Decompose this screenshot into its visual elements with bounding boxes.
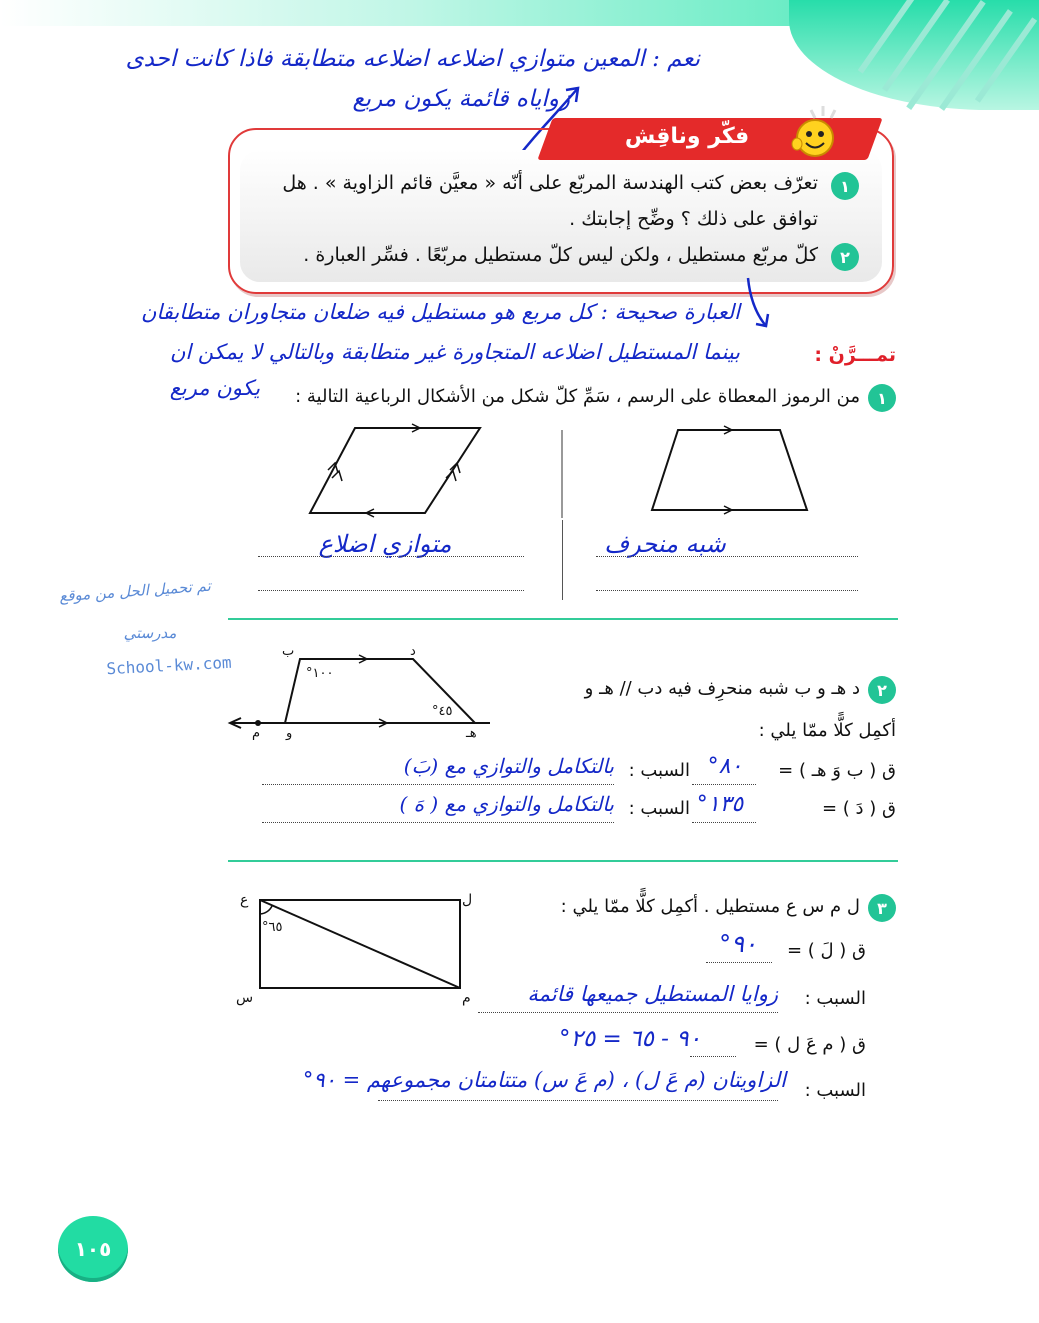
handwritten-answer-line1: نعم : المعين متوازي اضلاعه اضلاعه متطابقة فاذا كانت احدى: [125, 46, 700, 72]
think-item-2-text: كلّ مربّع مستطيل ، ولكن ليس كلّ مستطيل مربّعًا . فسِّر العبارة .: [303, 244, 818, 266]
handwritten-reason-line2: بينما المستطيل اضلاعه المتجاورة غير متطابقة وبالتالي لا يمكن ان: [169, 340, 740, 364]
column-divider: [562, 520, 563, 600]
q2-row2-reason: بالتكامل والتوازي مع ( هَ ): [399, 792, 614, 816]
answer-line: [478, 1012, 778, 1013]
q3-row2-reason: الزاويتان (م عَ ل) ، (م عَ س) متتامتان مجموعهم = ٩٠°: [302, 1068, 786, 1092]
side-note-line1: تم تحميل الحل من موقع: [58, 576, 212, 606]
answer-line: [692, 822, 756, 823]
fig2-label-h: هـ: [466, 726, 477, 741]
q3-row1-value: ٩٠°: [719, 930, 757, 958]
exercise-2-trapezoid-figure: [225, 645, 495, 745]
think-discuss-title: فكّر وناقِش: [624, 124, 750, 149]
handwritten-arrow-small: [740, 276, 780, 332]
fig2-angle-45: ٤٥°: [432, 704, 453, 719]
answer-line: [596, 556, 858, 557]
q2-row1-reason-label: السبب :: [628, 760, 690, 781]
q2-row2-label: ق ( دَ ) =: [822, 798, 896, 819]
exercise-1-figures: [300, 418, 900, 528]
fig2-angle-100: ١٠٠°: [306, 666, 334, 681]
q2-row1-value: ٨٠°: [707, 754, 743, 779]
page-number: ١٠٥: [58, 1216, 128, 1282]
fig2-label-w: و: [286, 726, 293, 741]
parallel-mark: [332, 471, 342, 481]
fig2-label-b: ب: [282, 644, 295, 659]
parallelogram-shape: [310, 428, 480, 513]
answer-line: [378, 1100, 778, 1101]
exercise-number-3: ٣: [868, 894, 896, 922]
exercise-3-rectangle-figure: [250, 890, 473, 1000]
fig2-label-d: د: [410, 644, 416, 659]
q3-row1-reason-label: السبب :: [804, 988, 866, 1009]
handwritten-answer-line2: زواياه قائمة يكون مربع: [352, 86, 570, 112]
handwritten-reason-line3: يكون مربع: [169, 376, 260, 400]
trapezoid-shape: [652, 430, 807, 510]
answer-line: [258, 556, 524, 557]
answer-line: [258, 590, 524, 591]
q2-row1-label: ق ( ب وَ هـ ) =: [778, 760, 896, 781]
fig3-label-a: ع: [240, 892, 249, 908]
lightbulb-face-icon: [785, 100, 845, 164]
answer-parallelogram: متوازي اضلاع: [318, 530, 452, 558]
q3-row2-label: ق ( م عَ ل ) =: [753, 1034, 866, 1055]
think-item-1-line1: تعرّف بعض كتب الهندسة المربّع على أنّه « معيَّن قائم الزاوية » . هل: [282, 172, 818, 194]
exercises-heading: تمـــرَّنْ :: [814, 344, 896, 366]
fig3-label-l: ل: [462, 892, 473, 908]
answer-trapezoid: شبه منحرف: [604, 530, 726, 558]
q3-row1-reason: زوايا المستطيل جميعها قائمة: [527, 982, 778, 1006]
answer-line: [706, 962, 772, 963]
handwritten-reason-line1: العبارة صحيحة : كل مربع هو مستطيل فيه ضلعان متجاوران متطابقان: [140, 300, 740, 324]
side-note-line2: مدرستي: [123, 624, 177, 642]
side-note-website: School-kw.com: [105, 652, 233, 679]
section-separator: [228, 860, 898, 862]
q3-row2-value: ٩٠ - ٦٥ = ٢٥°: [559, 1026, 701, 1052]
exercise-number-1: ١: [868, 384, 896, 412]
exercise-3-text: ل م س ع مستطيل . أكمِل كلًّا ممّا يلي :: [560, 896, 860, 917]
think-item-number-2: ٢: [831, 243, 859, 271]
think-item-1-line2: توافق على ذلك ؟ وضِّح إجابتك .: [569, 208, 818, 230]
answer-line: [690, 1056, 736, 1057]
exercise-1-text: من الرموز المعطاة على الرسم ، سَمِّ كلّ شكل من الأشكال الرباعية التالية :: [295, 386, 860, 407]
q2-row2-value: ١٣٥°: [696, 792, 744, 817]
fig2-label-m: م: [252, 726, 261, 741]
fig3-label-m: م: [462, 990, 471, 1006]
q3-row2-reason-label: السبب :: [804, 1080, 866, 1101]
section-separator: [228, 618, 898, 620]
q2-row1-reason: بالتكامل والتوازي مع (بَ): [403, 754, 614, 778]
answer-line: [596, 590, 858, 591]
think-item-number-1: ١: [831, 172, 859, 200]
answer-line: [692, 784, 756, 785]
q3-row1-label: ق ( لَ ) =: [786, 940, 866, 961]
exercise-number-2: ٢: [868, 676, 896, 704]
q2-row2-reason-label: السبب :: [628, 798, 690, 819]
exercise-2-text: د هـ و ب شبه منحرِف فيه دب // هـ و: [584, 678, 860, 699]
exercise-2-instruction: أكمِل كلًّا ممّا يلي :: [758, 720, 896, 741]
answer-line: [262, 784, 614, 785]
fig3-angle-65: ٦٥°: [262, 920, 283, 935]
answer-line: [262, 822, 614, 823]
fig3-label-s: س: [236, 990, 254, 1006]
